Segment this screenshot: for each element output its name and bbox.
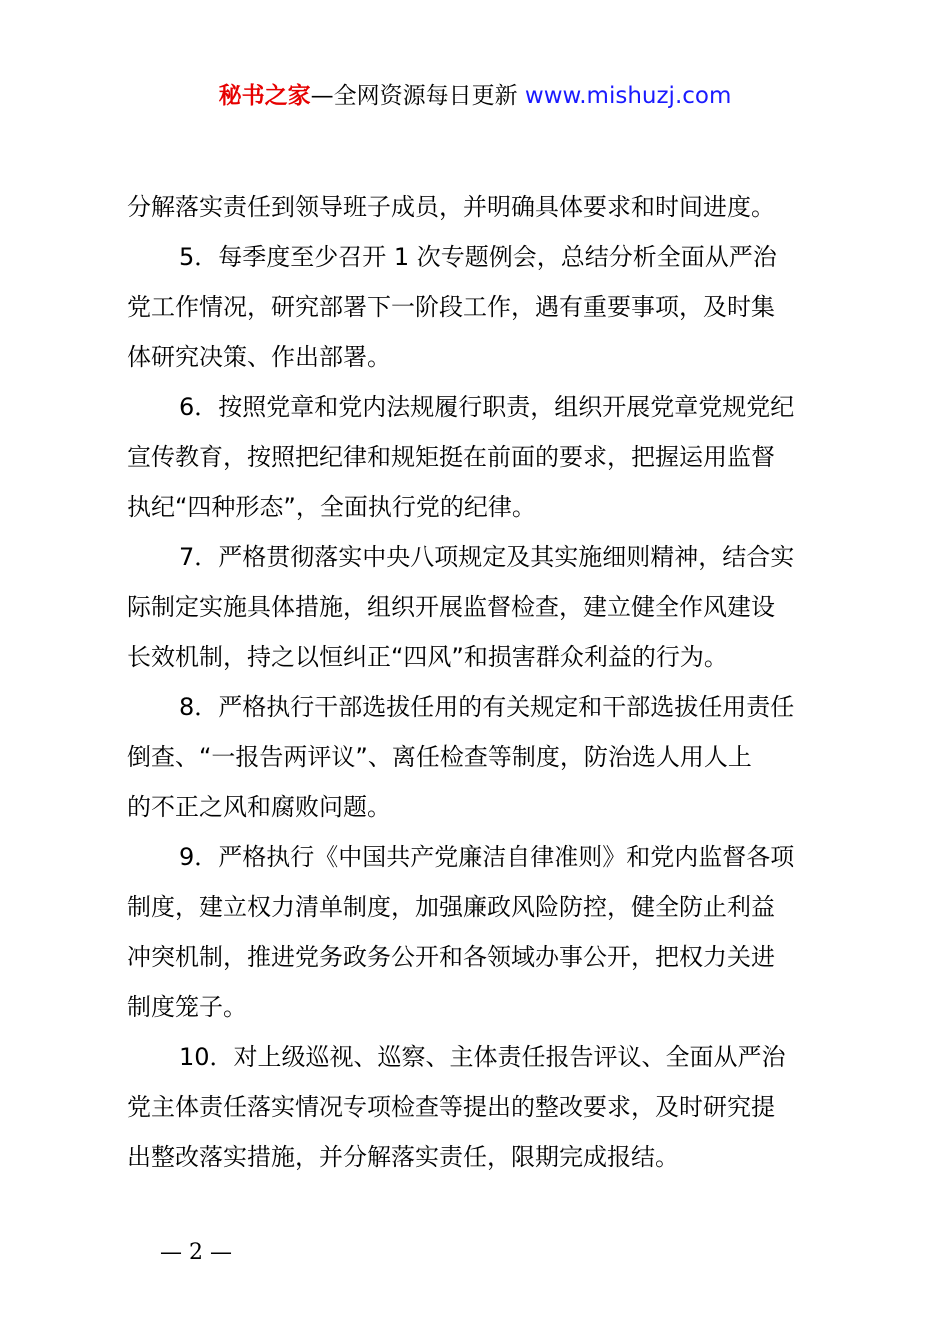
item-8-line: 8．严格执行干部选拔任用的有关规定和干部选拔任用责任: [179, 693, 795, 721]
text-line: 出整改落实措施，并分解落实责任，限期完成报结。: [127, 1143, 679, 1171]
text-line: 党主体责任落实情况专项检查等提出的整改要求，及时研究提: [127, 1093, 775, 1121]
page-number: — 2 —: [160, 1240, 232, 1265]
site-url-link[interactable]: www.mishuzj.com: [524, 83, 732, 109]
text-line: 分解落实责任到领导班子成员，并明确具体要求和时间进度。: [127, 193, 775, 221]
text-line: 制度笼子。: [127, 993, 247, 1021]
text-line: 体研究决策、作出部署。: [127, 343, 391, 371]
brand-name: 秘书之家: [218, 83, 311, 109]
document-body: [127, 182, 832, 1182]
item-10-line: 10．对上级巡视、巡察、主体责任报告评议、全面从严治: [179, 1043, 786, 1071]
text-line: 冲突机制，推进党务政务公开和各领域办事公开，把权力关进: [127, 943, 775, 971]
text-line: 倒查、“一报告两评议”、离任检查等制度，防治选人用人上: [127, 743, 752, 771]
item-5-line: 5．每季度至少召开 1 次专题例会，总结分析全面从严治: [179, 243, 777, 271]
text-line: 执纪“四种形态”，全面执行党的纪律。: [127, 493, 536, 521]
text-line: 党工作情况，研究部署下一阶段工作，遇有重要事项，及时集: [127, 293, 775, 321]
item-6-line: 6．按照党章和党内法规履行职责，组织开展党章党规党纪: [179, 393, 795, 421]
item-7-line: 7．严格贯彻落实中央八项规定及其实施细则精神，结合实: [179, 543, 795, 571]
header-tagline: —全网资源每日更新: [310, 83, 518, 109]
text-line: 长效机制，持之以恒纠正“四风”和损害群众利益的行为。: [127, 643, 728, 671]
site-header: [0, 80, 950, 112]
text-line: 的不正之风和腐败问题。: [127, 793, 391, 821]
item-9-line: 9．严格执行《中国共产党廉洁自律准则》和党内监督各项: [179, 843, 795, 871]
text-line: 制度，建立权力清单制度，加强廉政风险防控，健全防止利益: [127, 893, 775, 921]
text-line: 宣传教育，按照把纪律和规矩挺在前面的要求，把握运用监督: [127, 443, 775, 471]
text-line: 际制定实施具体措施，组织开展监督检查，建立健全作风建设: [127, 593, 775, 621]
